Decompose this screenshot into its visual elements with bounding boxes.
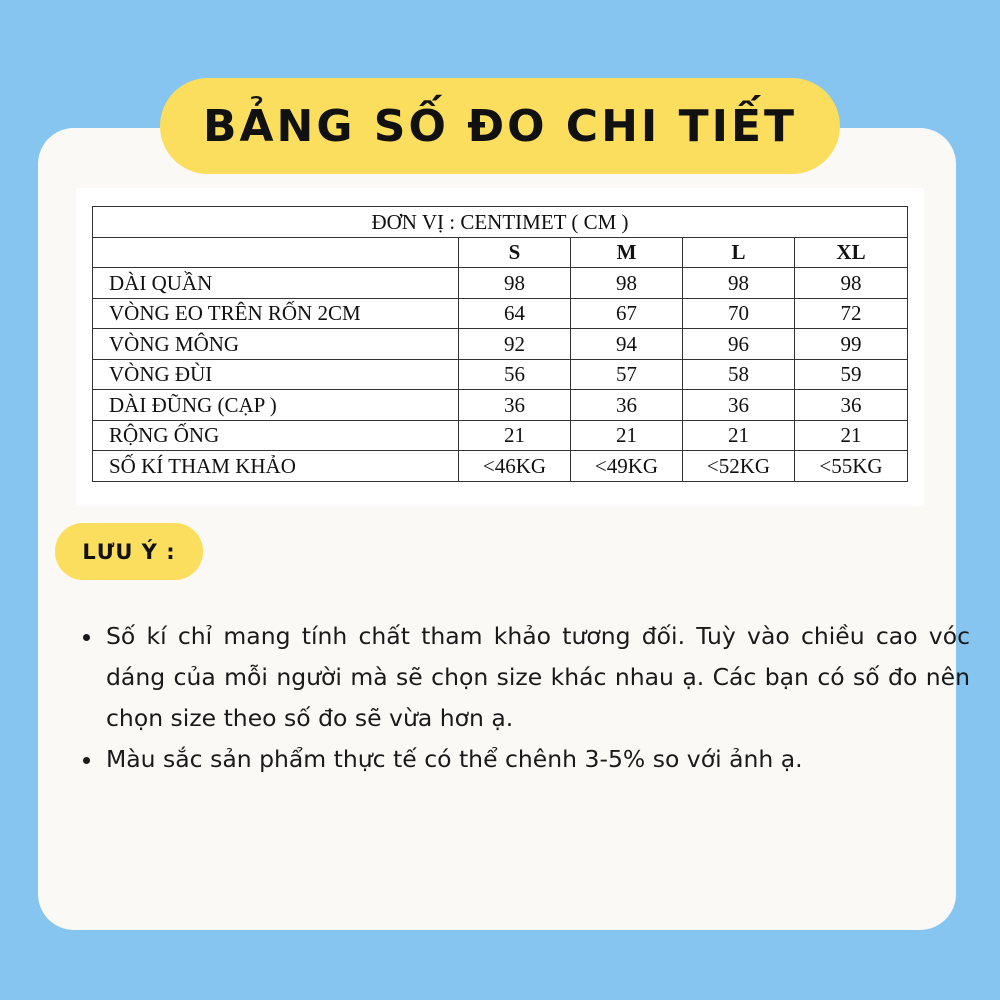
table-cell: 36 (459, 390, 571, 421)
table-cell: 98 (683, 268, 795, 299)
table-cell: 70 (683, 298, 795, 329)
unit-caption: ĐƠN VỊ : CENTIMET ( CM ) (93, 207, 908, 238)
table-cell: 36 (683, 390, 795, 421)
page-title: BẢNG SỐ ĐO CHI TIẾT (202, 100, 798, 152)
list-item: • Màu sắc sản phẩm thực tế có thể chênh 3-5% so với ảnh ạ. (104, 739, 970, 780)
size-header: L (683, 237, 795, 268)
notes-list (80, 616, 970, 780)
table-row (93, 298, 908, 329)
table-cell: 96 (683, 329, 795, 360)
table-cell: 99 (795, 329, 908, 360)
size-header: XL (795, 237, 908, 268)
header-empty-cell (93, 237, 459, 268)
table-cell: 98 (571, 268, 683, 299)
table-row (93, 268, 908, 299)
row-label: VÒNG MÔNG (93, 329, 459, 360)
table-cell: 58 (683, 359, 795, 390)
row-label: DÀI QUẦN (93, 268, 459, 299)
list-item: • Số kí chỉ mang tính chất tham khảo tương đối. Tuỳ vào chiều cao vóc dáng của mỗi người mà sẽ chọn size khác nhau ạ. Các bạn có số đo nên chọn size theo số đo sẽ vừa hơn ạ. (104, 616, 970, 739)
table-cell: 72 (795, 298, 908, 329)
table-cell: 98 (459, 268, 571, 299)
size-chart-table (92, 206, 908, 482)
table-cell: 67 (571, 298, 683, 329)
table-cell: <55KG (795, 451, 908, 482)
table-cell: <46KG (459, 451, 571, 482)
table-cell: 21 (571, 420, 683, 451)
table-cell: 21 (459, 420, 571, 451)
table-row (93, 359, 908, 390)
note-label: LƯU Ý : (82, 539, 176, 564)
table-cell: <49KG (571, 451, 683, 482)
row-label: DÀI ĐŨNG (CẠP ) (93, 390, 459, 421)
table-cell: 98 (795, 268, 908, 299)
table-cell: <52KG (683, 451, 795, 482)
table-cell: 57 (571, 359, 683, 390)
row-label: VÒNG EO TRÊN RỐN 2CM (93, 298, 459, 329)
title-banner (160, 78, 840, 174)
table-cell: 36 (795, 390, 908, 421)
size-header: M (571, 237, 683, 268)
table-cell: 94 (571, 329, 683, 360)
table-cell: 64 (459, 298, 571, 329)
table-row (93, 329, 908, 360)
note-banner (55, 523, 203, 580)
table-row (93, 451, 908, 482)
table-row (93, 420, 908, 451)
table-cell: 56 (459, 359, 571, 390)
row-label: VÒNG ĐÙI (93, 359, 459, 390)
row-label: SỐ KÍ THAM KHẢO (93, 451, 459, 482)
size-header: S (459, 237, 571, 268)
table-unit-row (93, 207, 908, 238)
table-cell: 92 (459, 329, 571, 360)
table-cell: 36 (571, 390, 683, 421)
table-header-row (93, 237, 908, 268)
table-row (93, 390, 908, 421)
table-cell: 21 (683, 420, 795, 451)
table-cell: 21 (795, 420, 908, 451)
row-label: RỘNG ỐNG (93, 420, 459, 451)
table-cell: 59 (795, 359, 908, 390)
size-table-image (76, 188, 924, 506)
